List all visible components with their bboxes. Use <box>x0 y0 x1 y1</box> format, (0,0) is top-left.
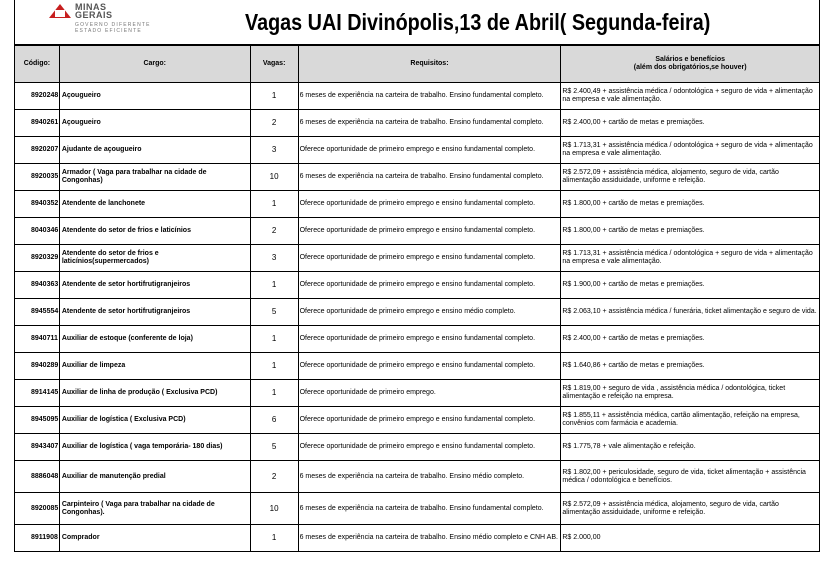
minas-gerais-logo <box>49 3 189 35</box>
job-salary: R$ 2.400,49 + assistência médica / odontológica + seguro de vida + alimentação na empresa e vale alimentação. <box>561 83 820 110</box>
job-salary: R$ 1.800,00 + cartão de metas e premiações. <box>561 191 820 218</box>
job-openings: 2 <box>250 461 298 493</box>
table-row <box>15 326 820 353</box>
job-code: 8945554 <box>15 299 60 326</box>
table-row <box>15 164 820 191</box>
job-openings: 3 <box>250 245 298 272</box>
job-openings: 3 <box>250 137 298 164</box>
table-row <box>15 461 820 493</box>
table-row <box>15 407 820 434</box>
job-title: Auxiliar de logística ( vaga temporária- 180 dias) <box>59 434 250 461</box>
job-salary: R$ 1.802,00 + periculosidade, seguro de vida, ticket alimentação + assistência médica / odontológica e benefícios. <box>561 461 820 493</box>
job-code: 8940289 <box>15 353 60 380</box>
job-code: 8940363 <box>15 272 60 299</box>
job-requirements: Oferece oportunidade de primeiro emprego e ensino fundamental completo. <box>298 434 561 461</box>
job-salary: R$ 1.819,00 + seguro de vida , assistência médica / odontológica, ticket alimentação e refeição na empresa. <box>561 380 820 407</box>
job-title: Atendente do setor de frios e laticínios <box>59 218 250 245</box>
table-row <box>15 299 820 326</box>
job-salary: R$ 2.400,00 + cartão de metas e premiações. <box>561 326 820 353</box>
job-code: 8914145 <box>15 380 60 407</box>
job-openings: 1 <box>250 525 298 552</box>
job-requirements: 6 meses de experiência na carteira de trabalho. Ensino médio completo. <box>298 461 561 493</box>
table-row <box>15 245 820 272</box>
job-code: 8920248 <box>15 83 60 110</box>
job-title: Atendente de setor hortifrutigranjeiros <box>59 272 250 299</box>
job-title: Comprador <box>59 525 250 552</box>
page-title: Vagas UAI Divinópolis,13 de Abril( Segunda-feira) <box>245 9 711 35</box>
job-title: Auxiliar de manutenção predial <box>59 461 250 493</box>
job-title: Armador ( Vaga para trabalhar na cidade de Congonhas) <box>59 164 250 191</box>
job-openings: 1 <box>250 191 298 218</box>
job-salary: R$ 1.800,00 + cartão de metas e premiações. <box>561 218 820 245</box>
job-requirements: Oferece oportunidade de primeiro emprego e ensino fundamental completo. <box>298 353 561 380</box>
logo-name: MINAS GERAIS <box>75 2 113 20</box>
job-requirements: Oferece oportunidade de primeiro emprego e ensino fundamental completo. <box>298 272 561 299</box>
table-row <box>15 525 820 552</box>
job-openings: 2 <box>250 218 298 245</box>
job-code: 8920207 <box>15 137 60 164</box>
job-openings: 5 <box>250 299 298 326</box>
job-code: 8940711 <box>15 326 60 353</box>
job-code: 8911908 <box>15 525 60 552</box>
job-requirements: 6 meses de experiência na carteira de trabalho. Ensino fundamental completo. <box>298 164 561 191</box>
table-header-row <box>15 46 820 83</box>
job-openings: 1 <box>250 326 298 353</box>
job-code: 8940261 <box>15 110 60 137</box>
job-salary: R$ 1.855,11 + assistência médica, cartão alimentação, refeição na empresa, convênios com farmácia e academia. <box>561 407 820 434</box>
job-salary: R$ 1.640,86 + cartão de metas e premiações. <box>561 353 820 380</box>
job-title: Ajudante de açougueiro <box>59 137 250 164</box>
table-row <box>15 83 820 110</box>
job-title: Açougueiro <box>59 83 250 110</box>
job-salary: R$ 2.572,09 + assistência médica, alojamento, seguro de vida, cartão alimentação assiduidade, uniforme e refeição. <box>561 493 820 525</box>
job-requirements: Oferece oportunidade de primeiro emprego e ensino fundamental completo. <box>298 191 561 218</box>
job-requirements: Oferece oportunidade de primeiro emprego e ensino médio completo. <box>298 299 561 326</box>
job-title: Auxiliar de logística ( Exclusiva PCD) <box>59 407 250 434</box>
job-requirements: Oferece oportunidade de primeiro emprego e ensino fundamental completo. <box>298 245 561 272</box>
job-requirements: Oferece oportunidade de primeiro emprego e ensino fundamental completo. <box>298 326 561 353</box>
job-title: Carpinteiro ( Vaga para trabalhar na cidade de Congonhas). <box>59 493 250 525</box>
job-requirements: 6 meses de experiência na carteira de trabalho. Ensino fundamental completo. <box>298 110 561 137</box>
job-code: 8940352 <box>15 191 60 218</box>
job-openings: 6 <box>250 407 298 434</box>
job-code: 8920035 <box>15 164 60 191</box>
job-openings: 2 <box>250 110 298 137</box>
job-requirements: 6 meses de experiência na carteira de trabalho. Ensino fundamental completo. <box>298 83 561 110</box>
job-openings: 1 <box>250 353 298 380</box>
header-salarios <box>561 46 820 83</box>
job-code: 8040346 <box>15 218 60 245</box>
job-openings: 1 <box>250 83 298 110</box>
job-code: 8920085 <box>15 493 60 525</box>
job-salary: R$ 1.900,00 + cartão de metas e premiações. <box>561 272 820 299</box>
job-code: 8943407 <box>15 434 60 461</box>
table-row <box>15 218 820 245</box>
header-salarios-line2: (além dos obrigatórios,se houver) <box>633 64 747 71</box>
table-row <box>15 272 820 299</box>
table-row <box>15 110 820 137</box>
job-salary: R$ 2.063,10 + assistência médica / funerária, ticket alimentação e seguro de vida. <box>561 299 820 326</box>
job-code: 8886048 <box>15 461 60 493</box>
header-requisitos: Requisitos: <box>298 46 561 83</box>
job-salary: R$ 2.000,00 <box>561 525 820 552</box>
logo-tagline: GOVERNO DIFERENTE ESTADO EFICIENTE <box>75 22 151 34</box>
job-title: Atendente de setor hortifrutigranjeiros <box>59 299 250 326</box>
header-codigo: Código: <box>15 46 60 83</box>
job-title: Atendente de lanchonete <box>59 191 250 218</box>
job-requirements: Oferece oportunidade de primeiro emprego e ensino fundamental completo. <box>298 137 561 164</box>
job-salary: R$ 2.572,09 + assistência médica, alojamento, seguro de vida, cartão alimentação assiduidade, uniforme e refeição. <box>561 164 820 191</box>
job-code: 8920329 <box>15 245 60 272</box>
job-salary: R$ 1.775,78 + vale alimentação e refeição. <box>561 434 820 461</box>
table-row <box>15 353 820 380</box>
job-openings: 1 <box>250 272 298 299</box>
table-row <box>15 191 820 218</box>
job-requirements: Oferece oportunidade de primeiro emprego. <box>298 380 561 407</box>
job-code: 8945095 <box>15 407 60 434</box>
job-openings: 10 <box>250 493 298 525</box>
header-salarios-line1: Salários e benefícios <box>655 56 725 63</box>
job-title: Auxiliar de limpeza <box>59 353 250 380</box>
job-requirements: 6 meses de experiência na carteira de trabalho. Ensino fundamental completo. <box>298 493 561 525</box>
job-title: Auxiliar de estoque (conferente de loja) <box>59 326 250 353</box>
job-openings: 1 <box>250 380 298 407</box>
document-header <box>14 0 820 45</box>
table-row <box>15 493 820 525</box>
job-title: Auxiliar de linha de produção ( Exclusiva PCD) <box>59 380 250 407</box>
job-salary: R$ 1.713,31 + assistência médica / odontológica + seguro de vida + alimentação na empresa e vale alimentação. <box>561 137 820 164</box>
job-title: Atendente do setor de frios e laticínios(supermercados) <box>59 245 250 272</box>
header-cargo: Cargo: <box>59 46 250 83</box>
job-requirements: Oferece oportunidade de primeiro emprego e ensino fundamental completo. <box>298 218 561 245</box>
job-salary: R$ 1.713,31 + assistência médica / odontológica + seguro de vida + alimentação na empresa e vale alimentação. <box>561 245 820 272</box>
job-openings: 10 <box>250 164 298 191</box>
job-salary: R$ 2.400,00 + cartão de metas e premiações. <box>561 110 820 137</box>
job-openings: 5 <box>250 434 298 461</box>
table-row <box>15 434 820 461</box>
job-title: Açougueiro <box>59 110 250 137</box>
job-requirements: Oferece oportunidade de primeiro emprego e ensino fundamental completo. <box>298 407 561 434</box>
table-row <box>15 137 820 164</box>
jobs-table <box>14 45 820 552</box>
header-vagas: Vagas: <box>250 46 298 83</box>
job-requirements: 6 meses de experiência na carteira de trabalho. Ensino médio completo e CNH AB. <box>298 525 561 552</box>
table-row <box>15 380 820 407</box>
triangle-logo-icon <box>49 4 71 18</box>
